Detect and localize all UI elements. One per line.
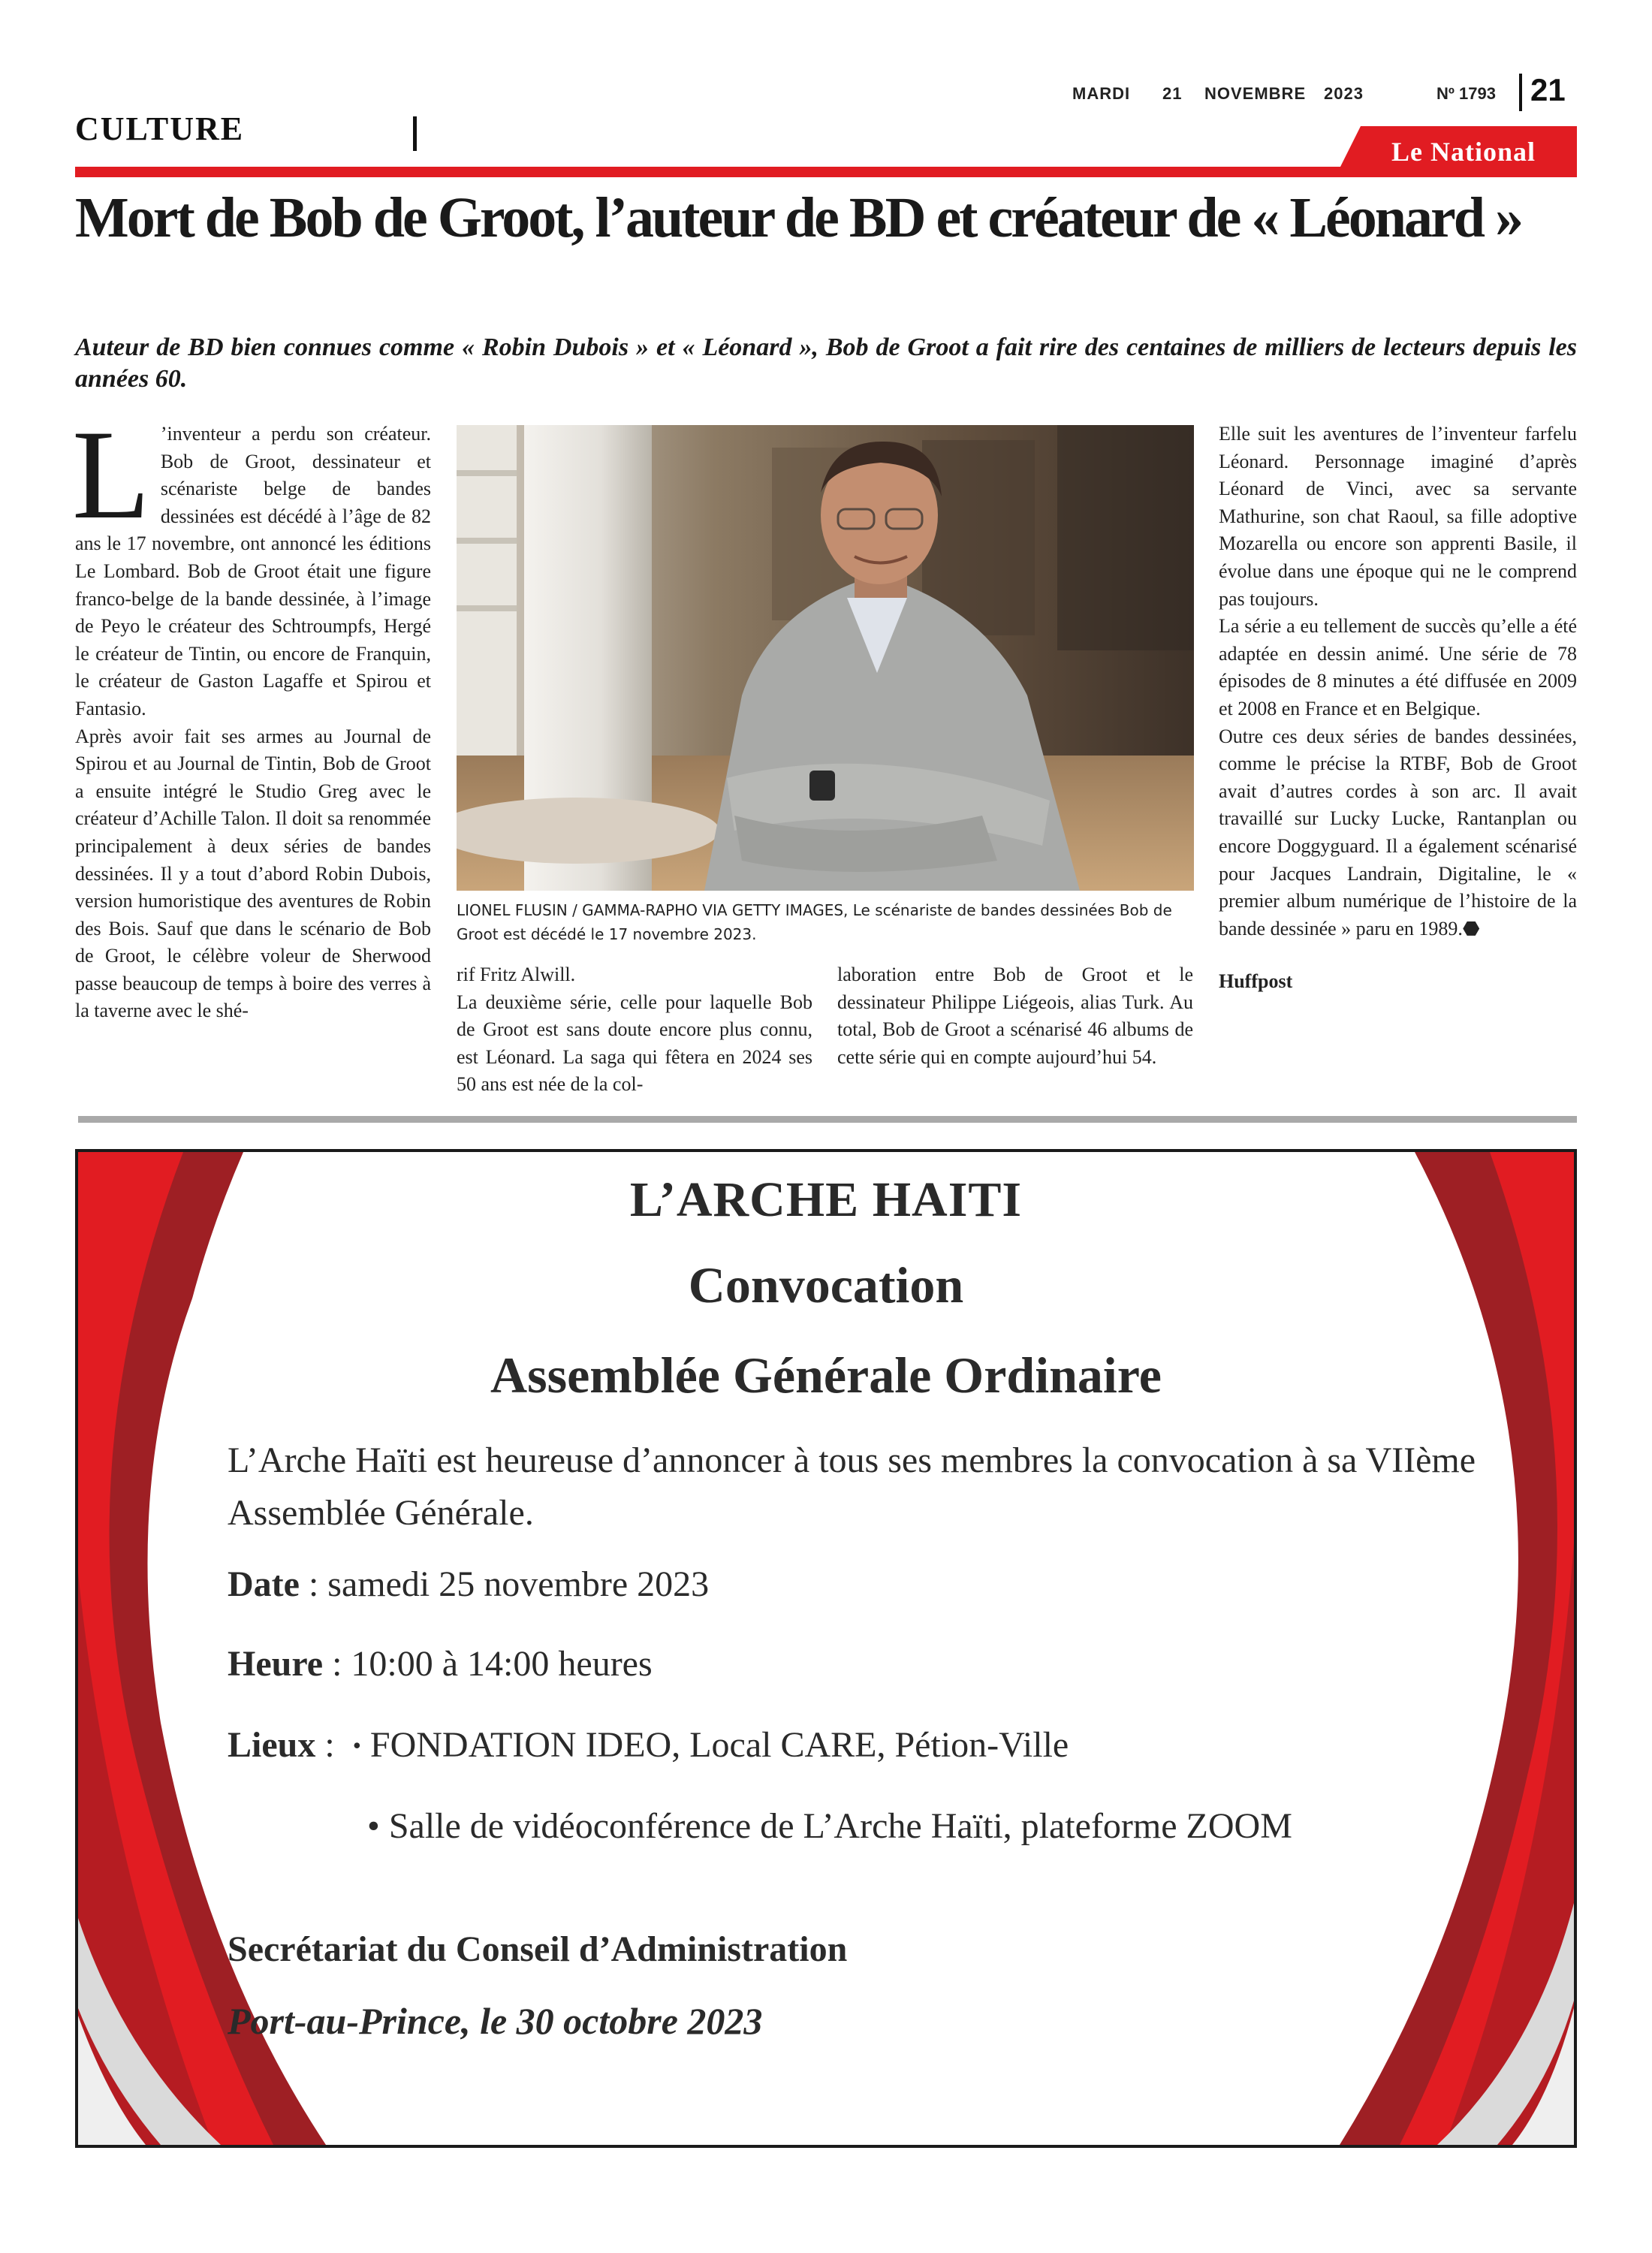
header-month: NOVEMBRE — [1204, 84, 1307, 103]
photo-caption: LIONEL FLUSIN / GAMMA-RAPHO VIA GETTY IMAGES, Le scénariste de bandes dessinées Bob de Groot est décédé le 17 novembre 2023. — [457, 901, 1172, 943]
ad-signature: Secrétariat du Conseil d’Administration — [228, 1929, 848, 1969]
section-divider-rule — [78, 1116, 1577, 1123]
article-headline: Mort de Bob de Groot, l’auteur de BD et créateur de « Léonard » — [75, 186, 1522, 249]
ad-location-row — [228, 1724, 1069, 1766]
article-column-4 — [1219, 421, 1577, 996]
ad-location-1: FONDATION IDEO, Local CARE, Pétion-Ville — [360, 1725, 1069, 1765]
advertisement-box — [75, 1149, 1577, 2148]
section-label: CULTURE — [75, 110, 245, 147]
article-paragraph: La série a eu tellement de succès qu’elle a été adaptée en dessin animé. Une série de 78 épisodes de 8 minutes a été diffusée en 2009 et 2008 en France et en Belgique. — [1219, 615, 1577, 719]
article-paragraph: ’inventeur a perdu son créateur. Bob de Groot, dessinateur et scénariste belge de bandes dessinées est décédé à l’âge de 82 ans le 17 novembre, ont annoncé les éditions Le Lombard. Bob de Groot était une figure franco-belge de la bande dessinée, à l’image de Peyo le créateur des Schtroumpfs, Hergé le créateur de Tintin, ou encore de Franquin, le créateur de Gaston Lagaffe et Spirou et Fantasio. — [75, 423, 431, 719]
article-source: Huffpost — [1219, 970, 1293, 993]
header-separator — [1519, 74, 1522, 111]
ad-subtitle: Convocation — [688, 1256, 964, 1313]
ad-location-separator: : — [315, 1725, 353, 1765]
article-column-2 — [457, 961, 812, 1099]
ad-location-label: Lieux — [228, 1725, 316, 1765]
end-mark-icon: ⬣ — [1462, 917, 1480, 940]
article-paragraph: Elle suit les aventures de l’inventeur farfelu Léonard. Personnage imaginé d’après Léonard de Vinci, avec sa servante Mathurine, son chat Raoul, sa fille adoptive Mozarella ou encore son apprenti Basile, il évolue dans une époque qui ne le comprend pas toujours. — [1219, 423, 1577, 610]
article-lede: Auteur de BD bien connues comme « Robin Dubois » et « Léonard », Bob de Groot a fait rire des centaines de milliers de lecteurs depuis les années 60. — [75, 333, 1577, 393]
article-paragraph: rif Fritz Alwill. — [457, 964, 576, 985]
article-paragraph: La deuxième série, celle pour laquelle Bob de Groot est sans doute encore plus connu, est Léonard. La saga qui fêtera en 2024 ses 50 ans est née de la col- — [457, 991, 812, 1096]
header-date-number: 21 — [1162, 84, 1183, 103]
issue-number: Nº 1793 — [1436, 84, 1496, 103]
article-photo — [457, 425, 1194, 891]
ad-location-2: Salle de vidéoconférence de L’Arche Haïti, plateforme ZOOM — [379, 1806, 1292, 1846]
ad-location-row-2 — [367, 1805, 1292, 1847]
ad-time-value: : 10:00 à 14:00 heures — [323, 1644, 653, 1684]
ad-title: L’ARCHE HAITI — [629, 1172, 1023, 1227]
article-paragraph-text: Outre ces deux séries de bandes dessinées, comme le précise la RTBF, Bob de Groot avait d’autres cordes à son arc. Il avait travaillé sur Lucky Lucke, Rantanplan ou encore Doggyguard. Il a également scénarisé pour Jacques Landrain, Digitaline, le « premier album numérique de l’histoire de la bande dessinée » paru en 1989. — [1219, 725, 1577, 940]
ad-time-row — [228, 1643, 653, 1684]
newspaper-brand: Le National — [1391, 137, 1536, 167]
bullet-icon: • — [367, 1806, 380, 1846]
ad-body: L’Arche Haïti est heureuse d’annoncer à tous ses membres la convocation à sa VIIème Assemblée Générale. — [228, 1440, 1476, 1533]
ad-time-label: Heure — [228, 1644, 324, 1684]
drop-cap: L — [72, 404, 150, 545]
section-divider — [413, 116, 417, 151]
header-day: MARDI — [1072, 84, 1131, 103]
article-paragraph — [1219, 723, 1577, 943]
article-column-3 — [837, 961, 1193, 1071]
article-column-1 — [72, 404, 431, 1025]
portrait-photo-illustration — [457, 425, 1194, 891]
article-paragraph: Après avoir fait ses armes au Journal de Spirou et au Journal de Tintin, Bob de Groot a ensuite intégré le Studio Greg avec le créateur d’Achille Talon. Il doit sa renommée principalement à deux séries de bandes dessinées. Il y a tout d’abord Robin Dubois, version humoristique des aventures de Robin des Bois. Sauf que dans le scénario de Bob de Groot, le célèbre voleur de Sherwood passe beaucoup de temps à boire des verres à la taverne avec le shé- — [75, 725, 431, 1022]
ad-date-label: Date — [228, 1564, 300, 1604]
page-number: 21 — [1530, 72, 1566, 107]
ad-subtitle-2: Assemblée Générale Ordinaire — [490, 1347, 1162, 1404]
header-year: 2023 — [1324, 84, 1364, 103]
article-paragraph: laboration entre Bob de Groot et le dessinateur Philippe Liégeois, alias Turk. Au total, Bob de Groot a scénarisé 46 albums de cette série qui en compte aujourd’hui 54. — [837, 964, 1193, 1068]
bullet-icon: • — [352, 1732, 361, 1759]
ad-place-date: Port-au-Prince, le 30 octobre 2023 — [228, 2000, 763, 2042]
ad-date-row — [228, 1564, 709, 1605]
ad-date-value: : samedi 25 novembre 2023 — [299, 1564, 710, 1604]
advertisement-content — [78, 1152, 1574, 2145]
